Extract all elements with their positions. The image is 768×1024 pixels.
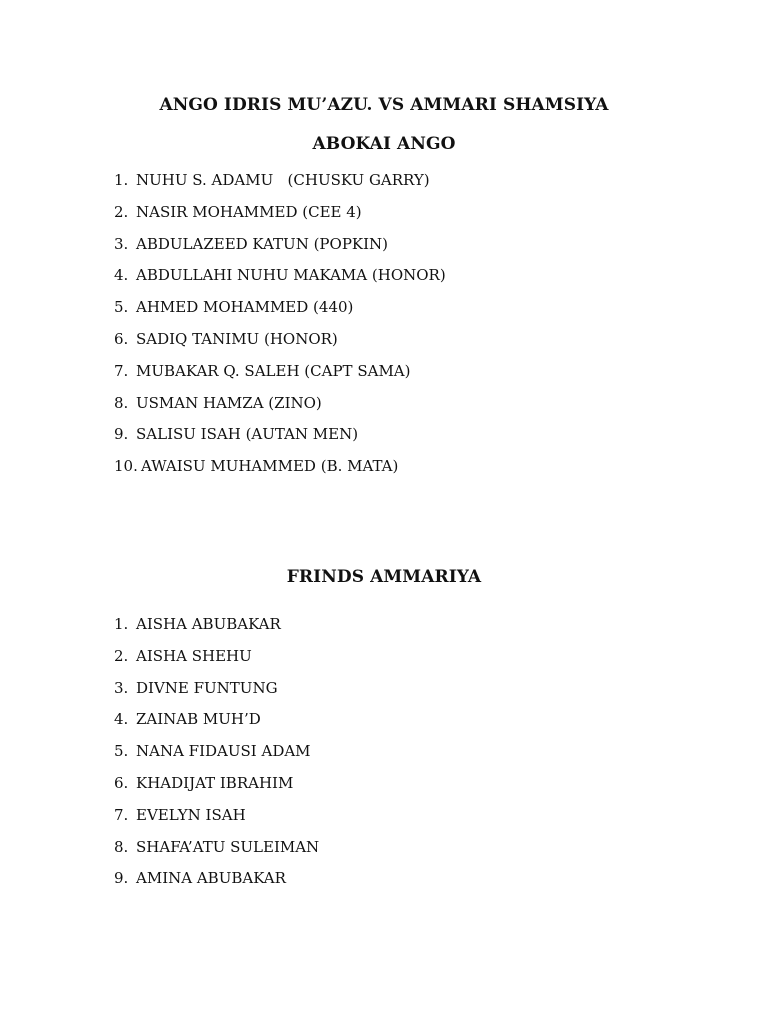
list-item bbox=[114, 234, 446, 266]
list-item-text: ZAINAB MUH’D bbox=[136, 710, 261, 729]
list-item-text: AISHA ABUBAKAR bbox=[136, 615, 281, 633]
list-item bbox=[114, 202, 446, 234]
list-item-text: USMAN HAMZA (ZINO) bbox=[136, 393, 322, 412]
list-item bbox=[114, 709, 319, 741]
list-item-number: 4. bbox=[114, 266, 129, 285]
list-item-number: 7. bbox=[114, 805, 129, 824]
list-item bbox=[114, 170, 446, 202]
list-item-text: AWAISU MUHAMMED (B. MATA) bbox=[141, 457, 399, 476]
list-item-number: 9. bbox=[114, 869, 129, 888]
list-item-number: 6. bbox=[114, 329, 129, 348]
section-heading-abokai-ango: ABOKAI ANGO bbox=[312, 134, 456, 154]
list-item-number: 10. bbox=[114, 457, 138, 476]
list-item bbox=[114, 329, 446, 361]
frinds-ammariya-list bbox=[114, 614, 319, 900]
list-item-text: SHAFA’ATU SULEIMAN bbox=[136, 837, 320, 856]
list-item-text: ABDULAZEED KATUN (POPKIN) bbox=[136, 234, 389, 253]
list-item-number: 3. bbox=[114, 678, 129, 697]
list-item-number: 6. bbox=[114, 773, 129, 792]
list-item-number: 1. bbox=[114, 615, 129, 633]
list-item-number: 2. bbox=[114, 646, 129, 665]
list-item-number: 3. bbox=[114, 234, 129, 253]
list-item bbox=[114, 424, 446, 456]
list-item bbox=[114, 297, 446, 329]
list-item-text: AHMED MOHAMMED (440) bbox=[136, 298, 354, 317]
list-item-number: 1. bbox=[114, 171, 129, 189]
list-item bbox=[114, 393, 446, 425]
list-item bbox=[114, 456, 446, 488]
list-item bbox=[114, 678, 319, 710]
list-item bbox=[114, 805, 319, 837]
section-heading-frinds-ammariya: FRINDS AMMARIYA bbox=[286, 567, 482, 587]
list-item-text: NANA FIDAUSI ADAM bbox=[136, 742, 311, 761]
list-item-number: 2. bbox=[114, 202, 129, 221]
list-item-number: 8. bbox=[114, 393, 129, 412]
list-item-text: SALISU ISAH (AUTAN MEN) bbox=[136, 425, 359, 444]
list-item-text: MUBAKAR Q. SALEH (CAPT SAMA) bbox=[136, 361, 411, 380]
list-item bbox=[114, 773, 319, 805]
list-item-number: 9. bbox=[114, 425, 129, 444]
list-item-number: 4. bbox=[114, 710, 129, 729]
abokai-ango-list bbox=[114, 170, 446, 488]
list-item-text: KHADIJAT IBRAHIM bbox=[136, 773, 294, 792]
list-item-text: ABDULLAHI NUHU MAKAMA (HONOR) bbox=[136, 266, 446, 285]
list-item bbox=[114, 361, 446, 393]
list-item bbox=[114, 614, 319, 646]
list-item-number: 5. bbox=[114, 742, 129, 761]
list-item bbox=[114, 837, 319, 869]
list-item bbox=[114, 646, 319, 678]
list-item bbox=[114, 265, 446, 297]
list-item-number: 5. bbox=[114, 298, 129, 317]
list-item-text: AMINA ABUBAKAR bbox=[136, 869, 286, 888]
list-item-text: DIVNE FUNTUNG bbox=[136, 678, 278, 697]
list-item-number: 7. bbox=[114, 361, 129, 380]
list-item bbox=[114, 741, 319, 773]
list-item-number: 8. bbox=[114, 837, 129, 856]
document-title: ANGO IDRIS MU’AZU. VS AMMARI SHAMSIYA bbox=[159, 95, 609, 115]
list-item-text: NASIR MOHAMMED (CEE 4) bbox=[136, 202, 362, 221]
list-item-text: AISHA SHEHU bbox=[136, 646, 252, 665]
list-item-text: SADIQ TANIMU (HONOR) bbox=[136, 329, 338, 348]
list-item-text: EVELYN ISAH bbox=[136, 805, 246, 824]
list-item bbox=[114, 868, 319, 900]
list-item-text: NUHU S. ADAMU (CHUSKU GARRY) bbox=[136, 171, 430, 189]
